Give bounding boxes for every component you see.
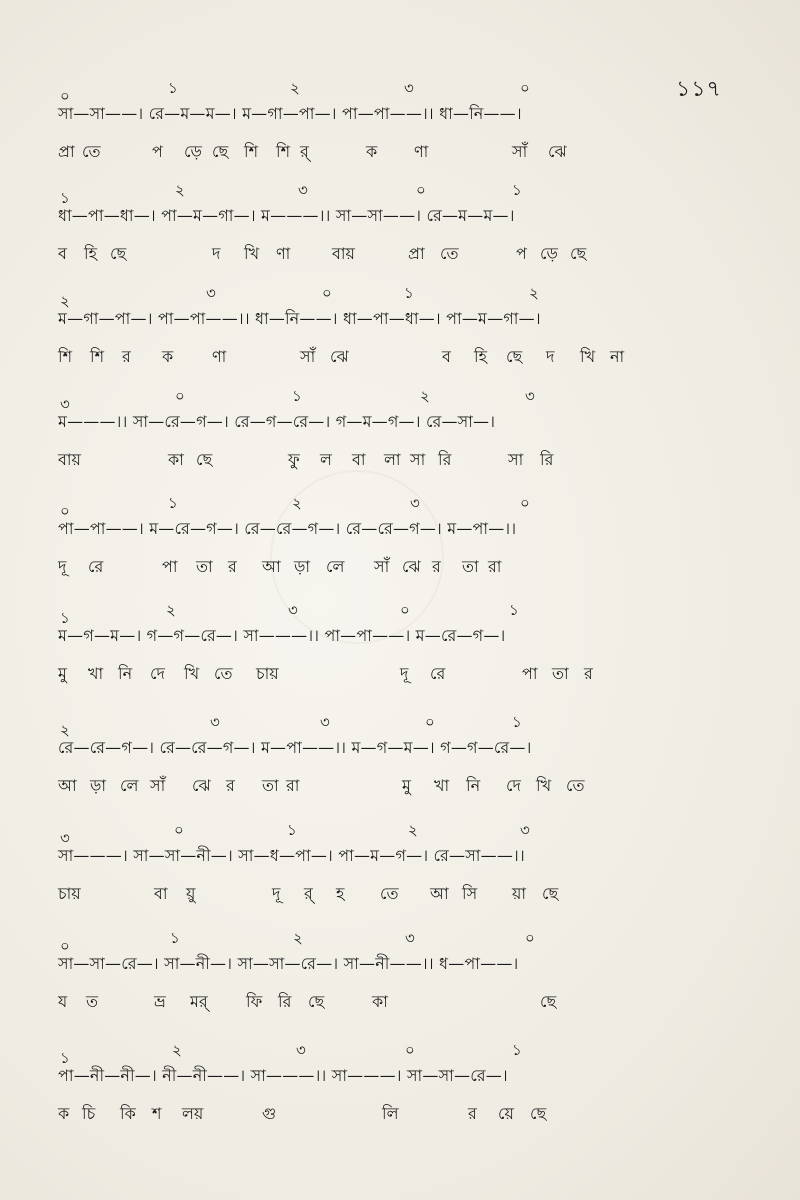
swaralipi-notation: রে—রে—গ—। রে—রে—গ—। ম—পা——।। ম—গ—ম—। গ—গ—রে—। xyxy=(58,738,532,757)
lyric-syllable: ছে xyxy=(540,992,557,1011)
lyric-syllable: র xyxy=(432,557,441,576)
beat-marker: ২ xyxy=(290,79,300,97)
beat-marker: ২ xyxy=(175,181,185,199)
lyric-syllable: নি xyxy=(466,776,481,795)
lyric-syllable: পা xyxy=(522,664,538,683)
lyric-syllable: ঝে xyxy=(548,142,567,161)
lyric-syllable: সা xyxy=(410,450,426,469)
beat-marker: ১ xyxy=(509,601,519,619)
beat-marker: ৩ xyxy=(410,494,420,512)
lyric-syllable: তে xyxy=(566,776,585,795)
lyric-syllable: তে xyxy=(82,142,101,161)
beat-markers-row xyxy=(0,283,800,310)
beat-marker: ০ xyxy=(60,937,70,955)
lyric-syllable: র xyxy=(584,664,593,683)
beat-marker: ৩ xyxy=(298,181,308,199)
lyric-syllable: শি xyxy=(244,142,259,161)
lyric-syllable: ক xyxy=(366,142,378,161)
beat-marker: ১ xyxy=(404,284,414,302)
beat-marker: ৩ xyxy=(405,929,415,947)
lyric-syllable: চায় xyxy=(58,884,81,903)
beat-marker: ২ xyxy=(292,494,302,512)
lyric-syllable: র xyxy=(228,557,237,576)
lyric-syllable: ণা xyxy=(414,142,429,161)
beat-markers-row xyxy=(0,928,800,955)
lyric-syllable: সাঁ xyxy=(374,557,390,576)
lyric-syllable: দূ xyxy=(58,557,67,576)
lyric-syllable: আ xyxy=(262,557,281,576)
lyric-syllable: বা xyxy=(352,450,366,469)
lyrics-row xyxy=(0,448,800,472)
lyric-syllable: দে xyxy=(150,664,165,683)
lyric-syllable: রি xyxy=(540,450,554,469)
lyric-syllable: প xyxy=(152,142,163,161)
beat-marker: ১ xyxy=(60,189,70,207)
swaralipi-notation: পা—নী—নী—। নী—নী——। সা———।। সা———। সা—সা—রে—। xyxy=(58,1066,508,1085)
beat-marker: ৩ xyxy=(520,821,530,839)
beat-marker: ২ xyxy=(166,601,176,619)
lyric-syllable: খি xyxy=(244,244,260,263)
beat-marker: ০ xyxy=(520,494,530,512)
beat-marker: ৩ xyxy=(296,1041,306,1059)
lyric-syllable: ড়া xyxy=(90,776,107,795)
beat-markers-row xyxy=(0,78,800,105)
beat-markers-row xyxy=(0,712,800,739)
lyric-syllable: য়ু xyxy=(186,884,196,903)
lyric-syllable: সি xyxy=(462,884,478,903)
lyric-syllable: ড়ে xyxy=(540,244,558,263)
lyric-syllable: নি xyxy=(118,664,133,683)
beat-marker: ২ xyxy=(408,821,418,839)
beat-marker: ০ xyxy=(400,601,410,619)
lyric-syllable: সাঁ xyxy=(150,776,166,795)
lyric-syllable: তা xyxy=(196,557,213,576)
beat-marker: ০ xyxy=(174,821,184,839)
lyric-syllable: খি xyxy=(536,776,552,795)
lyric-syllable: বায় xyxy=(332,244,355,263)
lyric-syllable: ছে xyxy=(212,142,229,161)
lyric-syllable: চি xyxy=(82,1104,96,1123)
lyric-syllable: হ xyxy=(336,884,345,903)
lyric-syllable: খি xyxy=(580,347,596,366)
lyric-syllable: চায় xyxy=(256,664,279,683)
lyric-syllable: প্রা xyxy=(58,142,75,161)
beat-marker: ১ xyxy=(512,713,522,731)
lyric-syllable: প xyxy=(516,244,527,263)
lyric-syllable: কা xyxy=(372,992,388,1011)
beat-marker: ০ xyxy=(416,181,426,199)
lyric-syllable: শি xyxy=(90,347,105,366)
lyric-syllable: না xyxy=(610,347,625,366)
lyric-syllable: দে xyxy=(506,776,521,795)
beat-marker: ১ xyxy=(170,929,180,947)
lyric-syllable: আ xyxy=(58,776,77,795)
lyric-syllable: র xyxy=(226,776,235,795)
lyrics-row xyxy=(0,774,800,798)
lyric-syllable: গু xyxy=(262,1104,277,1123)
lyric-syllable: ছে xyxy=(530,1104,547,1123)
beat-marker: ২ xyxy=(172,1041,182,1059)
beat-marker: ১ xyxy=(60,1049,70,1067)
lyric-syllable: লি xyxy=(382,1104,399,1123)
lyric-syllable: মর্ xyxy=(190,992,208,1011)
lyric-syllable: লে xyxy=(120,776,139,795)
beat-marker: ০ xyxy=(405,1041,415,1059)
lyrics-row xyxy=(0,990,800,1014)
lyric-syllable: ঝে xyxy=(192,776,211,795)
lyric-syllable: সা xyxy=(508,450,524,469)
lyrics-row xyxy=(0,1102,800,1126)
beat-marker: ২ xyxy=(529,284,539,302)
lyric-syllable: ছে xyxy=(570,244,587,263)
beat-marker: ৩ xyxy=(404,79,414,97)
lyric-syllable: ব xyxy=(442,347,451,366)
beat-marker: ১ xyxy=(60,609,70,627)
lyric-syllable: খা xyxy=(434,776,450,795)
beat-markers-row xyxy=(0,493,800,520)
lyric-syllable: দ xyxy=(212,244,221,263)
lyric-syllable: শি xyxy=(276,142,291,161)
lyric-syllable: ক xyxy=(58,1104,70,1123)
lyric-syllable: য়া xyxy=(512,884,527,903)
beat-marker: ১ xyxy=(512,181,522,199)
beat-marker: ২ xyxy=(60,721,70,739)
lyrics-row xyxy=(0,242,800,266)
lyric-syllable: রা xyxy=(286,776,300,795)
swaralipi-notation: সা—সা—রে—। সা—নী—। সা—সা—রে—। সা—নী——।। ধ—পা——। xyxy=(58,954,519,973)
lyric-syllable: ঝে xyxy=(402,557,421,576)
lyric-syllable: বায় xyxy=(58,450,81,469)
lyrics-row xyxy=(0,555,800,579)
lyric-syllable: রি xyxy=(438,450,452,469)
lyric-syllable: ণা xyxy=(276,244,291,263)
beat-markers-row xyxy=(0,600,800,627)
lyrics-row xyxy=(0,140,800,164)
lyric-syllable: হি xyxy=(474,347,487,366)
beat-marker: ৩ xyxy=(206,284,216,302)
lyric-syllable: ছে xyxy=(506,347,523,366)
beat-marker: ১ xyxy=(168,79,178,97)
beat-markers-row xyxy=(0,820,800,847)
lyric-syllable: ফি xyxy=(246,992,263,1011)
lyric-syllable: ত xyxy=(86,992,99,1011)
lyric-syllable: দূ xyxy=(272,884,281,903)
swaralipi-notation: পা—পা——। ম—রে—গ—। রে—রে—গ—। রে—রে—গ—। ম—পা—।। xyxy=(58,519,517,538)
beat-marker: ০ xyxy=(60,87,70,105)
swaralipi-notation: সা———। সা—সা—নী—। সা—ধ—পা—। পা—ম—গ—। রে—সা——।। xyxy=(58,846,525,865)
lyric-syllable: লয় xyxy=(182,1104,204,1123)
lyric-syllable: দূ xyxy=(400,664,409,683)
swaralipi-notation: সা—সা——। রে—ম—ম—। ম—গা—পা—। পা—পা——।। ধা—নি——। xyxy=(58,104,522,123)
lyric-syllable: ছে xyxy=(308,992,325,1011)
lyric-syllable: কা xyxy=(168,450,184,469)
lyric-syllable: ড়া xyxy=(294,557,311,576)
beat-markers-row xyxy=(0,180,800,207)
lyric-syllable: ফু xyxy=(288,450,300,469)
lyric-syllable: রে xyxy=(430,664,446,683)
lyric-syllable: ড়ে xyxy=(184,142,202,161)
lyric-syllable: লে xyxy=(326,557,345,576)
page-number: ১১৭ xyxy=(676,77,722,102)
beat-marker: ২ xyxy=(293,929,303,947)
lyric-syllable: র্ xyxy=(300,142,309,161)
lyric-syllable: মু xyxy=(58,664,67,683)
lyric-syllable: ছে xyxy=(542,884,559,903)
beat-marker: ১ xyxy=(168,494,178,512)
lyric-syllable: ব xyxy=(58,244,67,263)
beat-markers-row xyxy=(0,1040,800,1067)
lyric-syllable: ণা xyxy=(212,347,227,366)
lyric-syllable: ছে xyxy=(196,450,213,469)
lyric-syllable: মু xyxy=(402,776,411,795)
swaralipi-notation: ধা—পা—ধা—। পা—ম—গা—। ম———।। সা—সা——। রে—ম—ম—। xyxy=(58,206,515,225)
beat-marker: ০ xyxy=(425,713,435,731)
lyric-syllable: ভ্র xyxy=(154,992,166,1011)
beat-marker: ৩ xyxy=(525,387,535,405)
lyric-syllable: র xyxy=(122,347,131,366)
lyric-syllable: তা xyxy=(462,557,479,576)
beat-marker: ০ xyxy=(322,284,332,302)
lyric-syllable: রে xyxy=(88,557,104,576)
lyric-syllable: হি xyxy=(84,244,97,263)
beat-marker: ৩ xyxy=(60,395,70,413)
lyric-syllable: বা xyxy=(154,884,168,903)
beat-marker: ০ xyxy=(525,929,535,947)
lyric-syllable: র্ xyxy=(304,884,313,903)
beat-marker: ১ xyxy=(512,1041,522,1059)
lyric-syllable: খি xyxy=(184,664,200,683)
lyric-syllable: শি xyxy=(58,347,73,366)
lyric-syllable: ছে xyxy=(110,244,127,263)
swaralipi-notation: ম—গা—পা—। পা—পা——।। ধা—নি——। ধা—পা—ধা—। পা—ম—গা—। xyxy=(58,309,541,328)
swaralipi-notation: ম—গ—ম—। গ—গ—রে—। সা———।। পা—পা——। ম—রে—গ—। xyxy=(58,626,506,645)
beat-markers-row xyxy=(0,386,800,413)
beat-marker: ৩ xyxy=(288,601,298,619)
lyric-syllable: দ xyxy=(546,347,555,366)
lyric-syllable: তা xyxy=(262,776,279,795)
lyric-syllable: ঝে xyxy=(330,347,349,366)
lyric-syllable: য xyxy=(58,992,68,1011)
lyric-syllable: তে xyxy=(214,664,233,683)
lyric-syllable: কি xyxy=(120,1104,136,1123)
beat-marker: ৩ xyxy=(60,829,70,847)
lyric-syllable: ক xyxy=(162,347,174,366)
lyric-syllable: রা xyxy=(488,557,502,576)
lyric-syllable: খা xyxy=(88,664,104,683)
beat-marker: ০ xyxy=(175,387,185,405)
lyric-syllable: তে xyxy=(440,244,459,263)
lyrics-row xyxy=(0,882,800,906)
lyric-syllable: প্রা xyxy=(408,244,425,263)
lyric-syllable: আ xyxy=(430,884,449,903)
lyrics-row xyxy=(0,662,800,686)
lyric-syllable: ল xyxy=(320,450,332,469)
lyric-syllable: তে xyxy=(380,884,399,903)
lyric-syllable: সাঁ xyxy=(300,347,316,366)
lyric-syllable: শ xyxy=(152,1104,162,1123)
beat-marker: ০ xyxy=(60,502,70,520)
swaralipi-notation: ম———।। সা—রে—গ—। রে—গ—রে—। গ—ম—গ—। রে—সা—। xyxy=(58,412,496,431)
lyric-syllable: র xyxy=(468,1104,477,1123)
lyric-syllable: য়ে xyxy=(498,1104,514,1123)
lyric-syllable: তা xyxy=(552,664,569,683)
beat-marker: ১ xyxy=(292,387,302,405)
beat-marker: ১ xyxy=(287,821,297,839)
beat-marker: ০ xyxy=(520,79,530,97)
lyric-syllable: সাঁ xyxy=(512,142,528,161)
lyrics-row xyxy=(0,345,800,369)
beat-marker: ২ xyxy=(420,387,430,405)
beat-marker: ২ xyxy=(60,292,70,310)
beat-marker: ৩ xyxy=(320,713,330,731)
lyric-syllable: রি xyxy=(278,992,292,1011)
lyric-syllable: পা xyxy=(162,557,178,576)
beat-marker: ৩ xyxy=(210,713,220,731)
lyric-syllable: লা xyxy=(384,450,401,469)
